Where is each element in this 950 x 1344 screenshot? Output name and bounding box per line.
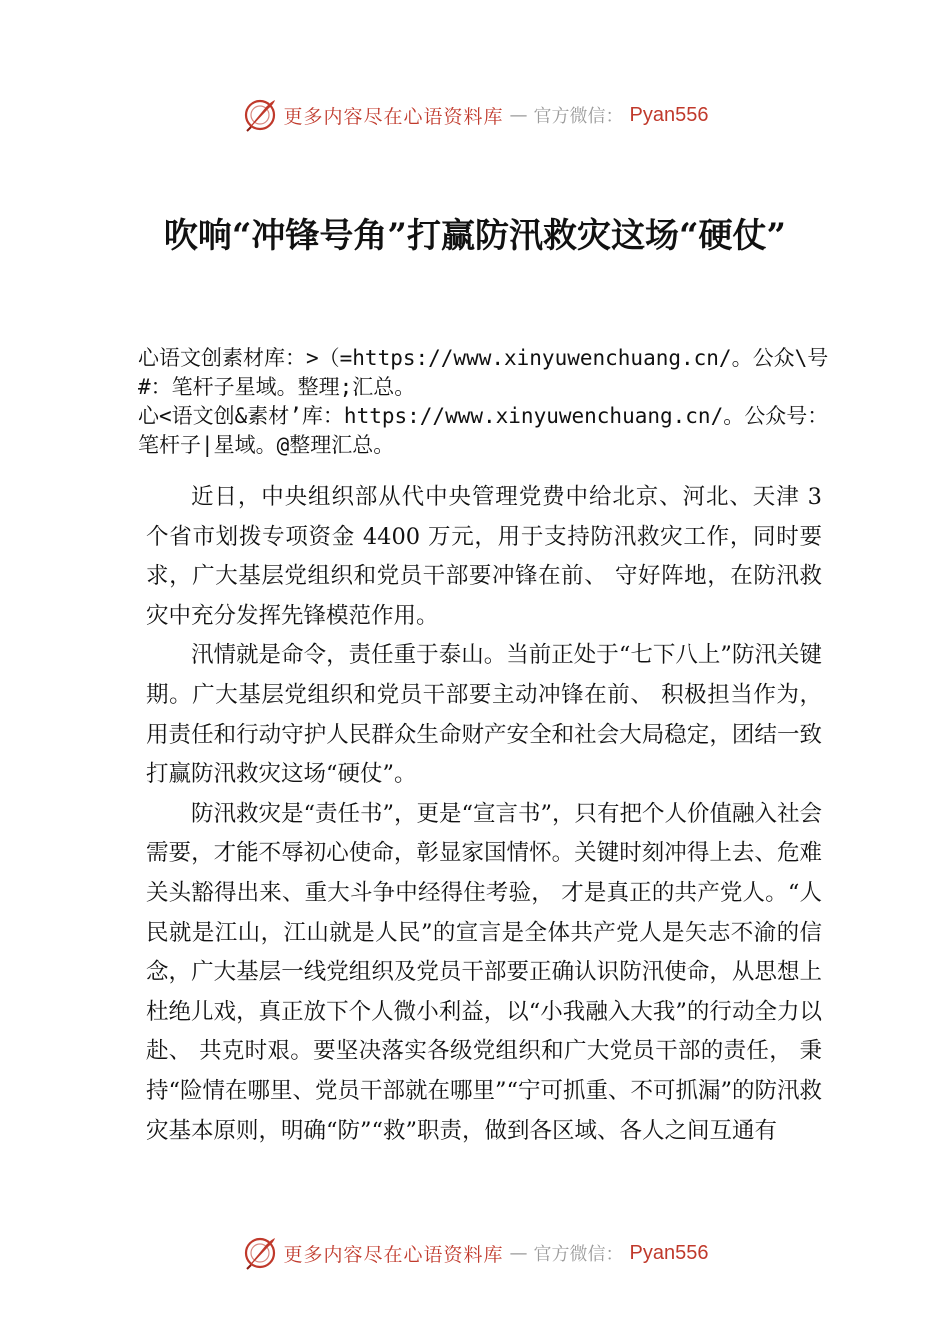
banner-dash: — [509,104,528,126]
banner-brand-text: 更多内容尽在心语资料库 [283,105,504,128]
header-banner [0,95,950,135]
document-title: 吹响“冲锋号角”打赢防汛救灾这场“硬仗” [163,216,787,256]
source-line: 心语文创素材库：>（=https://www.xinyuwenchuang.cn/。公众\号#：笔杆子星域。整理;汇总。 [138,346,829,399]
body-paragraph: 近日，中央组织部从代中央管理党费中给北京、河北、天津 3 个省市划拨专项资金 4400 万元，用于支持防汛救灾工作，同时要求，广大基层党组织和党员干部要冲锋在前、 守好阵地，在防汛救灾中充分发挥先锋模范作用。 [146,484,822,629]
banner-wechat-handle: Pyan556 [629,103,709,126]
banner-wechat-label: 官方微信： [533,106,624,127]
article-body [146,478,822,1151]
body-paragraph: 汛情就是命令，责任重于泰山。当前正处于“七下八上”防汛关键期。广大基层党组织和党员干部要主动冲锋在前、 积极担当作为，用责任和行动守护人民群众生命财产安全和社会大局稳定，团结一致打赢防汛救灾这场“硬仗”。 [146,642,822,788]
source-line: 心<语文创&素材’库：https://www.xinyuwenchuang.cn/。公众号：笔杆子|星域。@整理汇总。 [138,404,829,457]
banner-wechat-handle: Pyan556 [629,1241,709,1264]
quill-pen-logo-icon [242,1235,278,1271]
source-note [138,344,838,460]
banner-wechat-label: 官方微信： [533,1244,624,1265]
quill-pen-logo-icon [242,97,278,133]
banner-dash: — [509,1242,528,1264]
footer-banner [0,1233,950,1273]
body-paragraph: 防汛救灾是“责任书”，更是“宣言书”，只有把个人价值融入社会需要，才能不辱初心使命，彰显家国情怀。关键时刻冲得上去、危难关头豁得出来、重大斗争中经得住考验， 才是真正的共产党人。“人民就是江山，江山就是人民”的宣言是全体共产党人是矢志不渝的信念，广大基层一线党组织及党员干部要正确认识防汛使命，从思想上杜绝儿戏，真正放下个人微小利益，以“小我融入大我”的行动全力以赴、 共克时艰。要坚决落实各级党组织和广大党员干部的责任， 秉持“险情在哪里、党员干部就在哪里”“宁可抓重、不可抓漏”的防汛救灾基本原则，明确“防”“救”职责，做到各区域、各人之间互通有 [146,800,823,1144]
banner-brand-text: 更多内容尽在心语资料库 [283,1243,504,1266]
